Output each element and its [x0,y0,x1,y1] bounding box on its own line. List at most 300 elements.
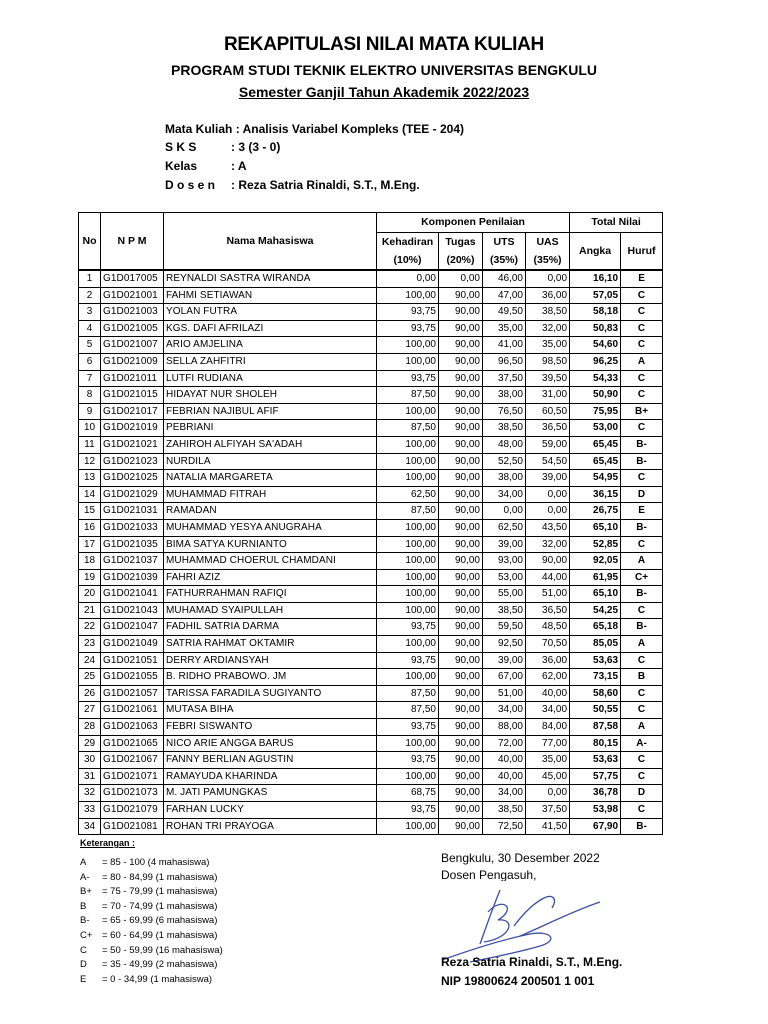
row-tugas: 90,00 [439,768,483,785]
row-angka: 58,18 [570,304,621,321]
row-tugas: 90,00 [439,486,483,503]
row-huruf: B+ [621,403,663,420]
row-uas: 62,00 [526,669,570,686]
legend-grade: C+ [80,929,93,941]
row-uas: 37,50 [526,802,570,819]
table-row [79,602,663,619]
row-kehadiran: 100,00 [377,403,439,420]
legend-range: = 75 - 79,99 (1 mahasiswa) [102,886,218,898]
row-nama: BIMA SATYA KURNIANTO [164,536,377,553]
row-huruf: D [621,785,663,802]
row-npm: G1D021029 [101,486,164,503]
row-nama: MUHAMMAD FITRAH [164,486,377,503]
row-no: 24 [79,652,101,669]
row-nama: FANNY BERLIAN AGUSTIN [164,752,377,769]
row-npm: G1D021067 [101,752,164,769]
row-no: 2 [79,287,101,304]
row-no: 13 [79,470,101,487]
row-nama: HIDAYAT NUR SHOLEH [164,387,377,404]
legend-range: = 85 - 100 (4 mahasiswa) [102,857,210,868]
legend-grade: B [80,900,87,912]
row-angka: 53,00 [570,420,621,437]
row-npm: G1D021079 [101,802,164,819]
row-npm: G1D021033 [101,519,164,536]
row-no: 34 [79,818,101,835]
row-angka: 50,83 [570,320,621,337]
row-nama: REYNALDI SASTRA WIRANDA [164,270,377,287]
header-tugas-pct: (20%) [439,251,483,270]
row-uts: 76,50 [483,403,526,420]
row-uts: 88,00 [483,719,526,736]
row-huruf: B- [621,818,663,835]
table-row [79,287,663,304]
legend-range: = 0 - 34,99 (1 mahasiswa) [102,973,213,985]
row-uts: 53,00 [483,569,526,586]
place-date: Bengkulu, 30 Desember 2022 [441,851,600,865]
row-uts: 34,00 [483,785,526,802]
row-nama: YOLAN FUTRA [164,304,377,321]
row-tugas: 90,00 [439,785,483,802]
row-no: 14 [79,486,101,503]
legend-item [80,856,223,871]
header-komponen: Komponen Penilaian [377,213,570,233]
row-uts: 93,00 [483,553,526,570]
row-no: 32 [79,785,101,802]
row-angka: 16,10 [570,270,621,287]
table-row [79,818,663,835]
row-uts: 39,00 [483,652,526,669]
row-uts: 92,50 [483,636,526,653]
class-label: Kelas [165,159,198,173]
row-no: 30 [79,752,101,769]
row-tugas: 90,00 [439,536,483,553]
row-uas: 90,00 [526,553,570,570]
row-nama: ROHAN TRI PRAYOGA [164,818,377,835]
table-row [79,735,663,752]
row-npm: G1D021073 [101,785,164,802]
row-kehadiran: 62,50 [377,486,439,503]
row-no: 18 [79,553,101,570]
header-uas: UAS [526,233,570,252]
row-huruf: C [621,370,663,387]
table-row [79,470,663,487]
row-tugas: 90,00 [439,453,483,470]
row-no: 17 [79,536,101,553]
row-npm: G1D021055 [101,669,164,686]
row-angka: 54,33 [570,370,621,387]
row-no: 23 [79,636,101,653]
row-uas: 77,00 [526,735,570,752]
header-uts-pct: (35%) [483,251,526,270]
row-angka: 65,45 [570,436,621,453]
row-uas: 36,00 [526,287,570,304]
row-angka: 54,25 [570,602,621,619]
row-nama: ARIO AMJELINA [164,337,377,354]
row-huruf: C [621,287,663,304]
table-row [79,802,663,819]
row-nama: FAHRI AZIZ [164,569,377,586]
table-body [79,270,663,835]
row-npm: G1D021011 [101,370,164,387]
row-huruf: B- [621,453,663,470]
lecturer-line [165,178,420,192]
row-uts: 49,50 [483,304,526,321]
row-no: 8 [79,387,101,404]
row-angka: 65,45 [570,453,621,470]
row-uas: 32,00 [526,536,570,553]
row-npm: G1D017005 [101,270,164,287]
row-uas: 40,00 [526,685,570,702]
table-row [79,768,663,785]
row-nama: MUTASA BIHA [164,702,377,719]
legend-range: = 65 - 69,99 (6 mahasiswa) [102,915,218,927]
row-angka: 36,78 [570,785,621,802]
row-nama: FARHAN LUCKY [164,802,377,819]
signer-nip: NIP 19800624 200501 1 001 [441,974,595,988]
row-kehadiran: 87,50 [377,685,439,702]
row-uas: 39,50 [526,370,570,387]
row-tugas: 90,00 [439,602,483,619]
table-row [79,652,663,669]
row-uts: 41,00 [483,337,526,354]
legend-item [80,958,223,973]
table-row [79,337,663,354]
row-no: 26 [79,685,101,702]
class-line [165,159,247,173]
row-kehadiran: 100,00 [377,337,439,354]
row-nama: NICO ARIE ANGGA BARUS [164,735,377,752]
row-uas: 0,00 [526,486,570,503]
row-kehadiran: 93,75 [377,752,439,769]
row-npm: G1D021065 [101,735,164,752]
legend-grade: D [80,959,87,971]
row-huruf: C [621,420,663,437]
header-total: Total Nilai [570,213,663,233]
table-row [79,785,663,802]
header-nama: Nama Mahasiswa [164,213,377,271]
row-uas: 36,50 [526,602,570,619]
row-angka: 65,10 [570,586,621,603]
row-no: 15 [79,503,101,520]
row-kehadiran: 100,00 [377,602,439,619]
row-angka: 85,05 [570,636,621,653]
row-tugas: 90,00 [439,818,483,835]
row-nama: TARISSA FARADILA SUGIYANTO [164,685,377,702]
row-no: 9 [79,403,101,420]
row-tugas: 90,00 [439,387,483,404]
table-row [79,553,663,570]
row-uas: 98,50 [526,353,570,370]
table-row [79,387,663,404]
row-uts: 35,00 [483,320,526,337]
table-header [79,213,663,271]
row-uas: 84,00 [526,719,570,736]
row-uas: 70,50 [526,636,570,653]
row-tugas: 90,00 [439,652,483,669]
row-no: 29 [79,735,101,752]
row-no: 5 [79,337,101,354]
row-tugas: 90,00 [439,685,483,702]
row-kehadiran: 100,00 [377,553,439,570]
row-tugas: 90,00 [439,320,483,337]
row-no: 12 [79,453,101,470]
course-name-label: Mata Kuliah [165,122,233,136]
header-tugas: Tugas [439,233,483,252]
row-uts: 62,50 [483,519,526,536]
row-kehadiran: 100,00 [377,569,439,586]
row-kehadiran: 87,50 [377,503,439,520]
row-tugas: 90,00 [439,403,483,420]
row-npm: G1D021071 [101,768,164,785]
row-huruf: C [621,337,663,354]
row-angka: 54,95 [570,470,621,487]
row-kehadiran: 93,75 [377,304,439,321]
semester-text: Semester Ganjil Tahun Akademik 2022/2023 [238,84,530,100]
row-uas: 59,00 [526,436,570,453]
row-uts: 38,50 [483,420,526,437]
row-tugas: 90,00 [439,436,483,453]
row-angka: 26,75 [570,503,621,520]
row-npm: G1D021063 [101,719,164,736]
row-uts: 0,00 [483,503,526,520]
row-angka: 58,60 [570,685,621,702]
row-nama: B. RIDHO PRABOWO. JM [164,669,377,686]
row-npm: G1D021051 [101,652,164,669]
row-uts: 67,00 [483,669,526,686]
row-uts: 34,00 [483,702,526,719]
row-huruf: D [621,486,663,503]
row-npm: G1D021025 [101,470,164,487]
row-nama: NURDILA [164,453,377,470]
row-uts: 59,50 [483,619,526,636]
sks-label: S K S [165,140,197,154]
row-uts: 40,00 [483,752,526,769]
legend-item [80,885,223,900]
table-row [79,719,663,736]
document-title: REKAPITULASI NILAI MATA KULIAH [224,34,544,55]
row-npm: G1D021043 [101,602,164,619]
row-tugas: 90,00 [439,287,483,304]
header-kehadiran-pct: (10%) [377,251,439,270]
row-tugas: 90,00 [439,669,483,686]
table-row [79,669,663,686]
row-nama: LUTFI RUDIANA [164,370,377,387]
header-uts: UTS [483,233,526,252]
legend-item [80,973,223,988]
header-npm: N P M [101,213,164,271]
row-nama: KGS. DAFI AFRILAZI [164,320,377,337]
row-huruf: C [621,702,663,719]
signer-role: Dosen Pengasuh, [441,868,537,881]
row-kehadiran: 68,75 [377,785,439,802]
row-kehadiran: 93,75 [377,802,439,819]
row-uts: 38,50 [483,802,526,819]
row-no: 22 [79,619,101,636]
row-tugas: 90,00 [439,353,483,370]
row-angka: 92,05 [570,553,621,570]
table-row [79,752,663,769]
row-huruf: C [621,685,663,702]
row-angka: 65,10 [570,519,621,536]
row-nama: ZAHIROH ALFIYAH SA'ADAH [164,436,377,453]
row-kehadiran: 100,00 [377,453,439,470]
row-no: 27 [79,702,101,719]
row-angka: 73,15 [570,669,621,686]
program-title: PROGRAM STUDI TEKNIK ELEKTRO UNIVERSITAS BENGKULU [171,62,597,78]
table-row [79,702,663,719]
row-angka: 80,15 [570,735,621,752]
row-npm: G1D021049 [101,636,164,653]
row-uas: 0,00 [526,270,570,287]
row-nama: M. JATI PAMUNGKAS [164,785,377,802]
row-huruf: B- [621,586,663,603]
row-npm: G1D021019 [101,420,164,437]
row-huruf: C [621,536,663,553]
table-row [79,569,663,586]
row-angka: 36,15 [570,486,621,503]
row-npm: G1D021023 [101,453,164,470]
row-huruf: E [621,503,663,520]
signature-stroke [480,890,600,944]
table-row [79,486,663,503]
row-uas: 41,50 [526,818,570,835]
row-uts: 38,00 [483,470,526,487]
course-name-value: : Analisis Variabel Kompleks (TEE - 204) [235,122,464,136]
table-row [79,685,663,702]
table-row [79,453,663,470]
row-angka: 53,98 [570,802,621,819]
table-row [79,436,663,453]
row-huruf: C [621,802,663,819]
row-uts: 72,00 [483,735,526,752]
legend-item [80,900,223,915]
row-kehadiran: 100,00 [377,818,439,835]
row-tugas: 90,00 [439,752,483,769]
row-uts: 37,50 [483,370,526,387]
row-uts: 38,50 [483,602,526,619]
table-row [79,320,663,337]
row-tugas: 0,00 [439,270,483,287]
row-kehadiran: 100,00 [377,768,439,785]
row-huruf: C [621,320,663,337]
row-tugas: 90,00 [439,337,483,354]
row-nama: RAMADAN [164,503,377,520]
legend-range: = 80 - 84,99 (1 mahasiswa) [102,871,218,883]
legend-range: = 35 - 49,99 (2 mahasiswa) [102,959,218,971]
header-kehadiran: Kehadiran [377,233,439,252]
table-row [79,519,663,536]
row-kehadiran: 93,75 [377,719,439,736]
row-kehadiran: 100,00 [377,353,439,370]
row-nama: PEBRIANI [164,420,377,437]
row-npm: G1D021061 [101,702,164,719]
row-angka: 67,90 [570,818,621,835]
row-angka: 87,58 [570,719,621,736]
row-angka: 65,18 [570,619,621,636]
row-no: 10 [79,420,101,437]
legend-grade: E [80,973,87,985]
row-tugas: 90,00 [439,470,483,487]
row-uas: 34,00 [526,702,570,719]
row-angka: 53,63 [570,752,621,769]
legend-range: = 50 - 59,99 (16 mahasiswa) [102,944,223,956]
row-kehadiran: 87,50 [377,420,439,437]
row-nama: FEBRIAN NAJIBUL AFIF [164,403,377,420]
legend-item [80,929,223,944]
row-kehadiran: 93,75 [377,320,439,337]
row-huruf: C [621,304,663,321]
row-no: 3 [79,304,101,321]
row-nama: SELLA ZAHFITRI [164,353,377,370]
row-kehadiran: 87,50 [377,387,439,404]
row-no: 16 [79,519,101,536]
row-huruf: B [621,669,663,686]
row-uts: 40,00 [483,768,526,785]
class-value: : A [231,159,247,173]
row-angka: 53,63 [570,652,621,669]
row-no: 20 [79,586,101,603]
row-kehadiran: 100,00 [377,470,439,487]
table-row [79,586,663,603]
row-kehadiran: 100,00 [377,735,439,752]
row-tugas: 90,00 [439,569,483,586]
row-huruf: A- [621,735,663,752]
row-no: 28 [79,719,101,736]
row-huruf: C [621,752,663,769]
legend-grade: A [80,857,87,868]
row-angka: 61,95 [570,569,621,586]
row-angka: 96,25 [570,353,621,370]
sks-value: : 3 (3 - 0) [231,140,281,154]
row-huruf: C+ [621,569,663,586]
row-angka: 52,85 [570,536,621,553]
row-huruf: A [621,553,663,570]
legend-grade: C [80,944,87,956]
legend-range: = 70 - 74,99 (1 mahasiswa) [102,900,218,912]
row-kehadiran: 93,75 [377,619,439,636]
row-uas: 43,50 [526,519,570,536]
row-no: 1 [79,270,101,287]
row-no: 21 [79,602,101,619]
row-no: 11 [79,436,101,453]
row-angka: 50,55 [570,702,621,719]
row-kehadiran: 100,00 [377,436,439,453]
row-uts: 38,00 [483,387,526,404]
row-no: 4 [79,320,101,337]
row-npm: G1D021001 [101,287,164,304]
row-huruf: E [621,270,663,287]
row-tugas: 90,00 [439,304,483,321]
semester-title [0,84,768,100]
row-nama: FATHURRAHMAN RAFIQI [164,586,377,603]
table-row [79,503,663,520]
row-uas: 0,00 [526,503,570,520]
header-huruf: Huruf [621,233,663,271]
row-no: 6 [79,353,101,370]
row-no: 25 [79,669,101,686]
row-no: 33 [79,802,101,819]
row-tugas: 90,00 [439,636,483,653]
row-huruf: C [621,652,663,669]
row-npm: G1D021005 [101,320,164,337]
row-kehadiran: 100,00 [377,669,439,686]
row-huruf: C [621,470,663,487]
row-npm: G1D021081 [101,818,164,835]
row-uts: 47,00 [483,287,526,304]
row-uts: 51,00 [483,685,526,702]
row-tugas: 90,00 [439,702,483,719]
row-nama: MUHAMMAD CHOERUL CHAMDANI [164,553,377,570]
